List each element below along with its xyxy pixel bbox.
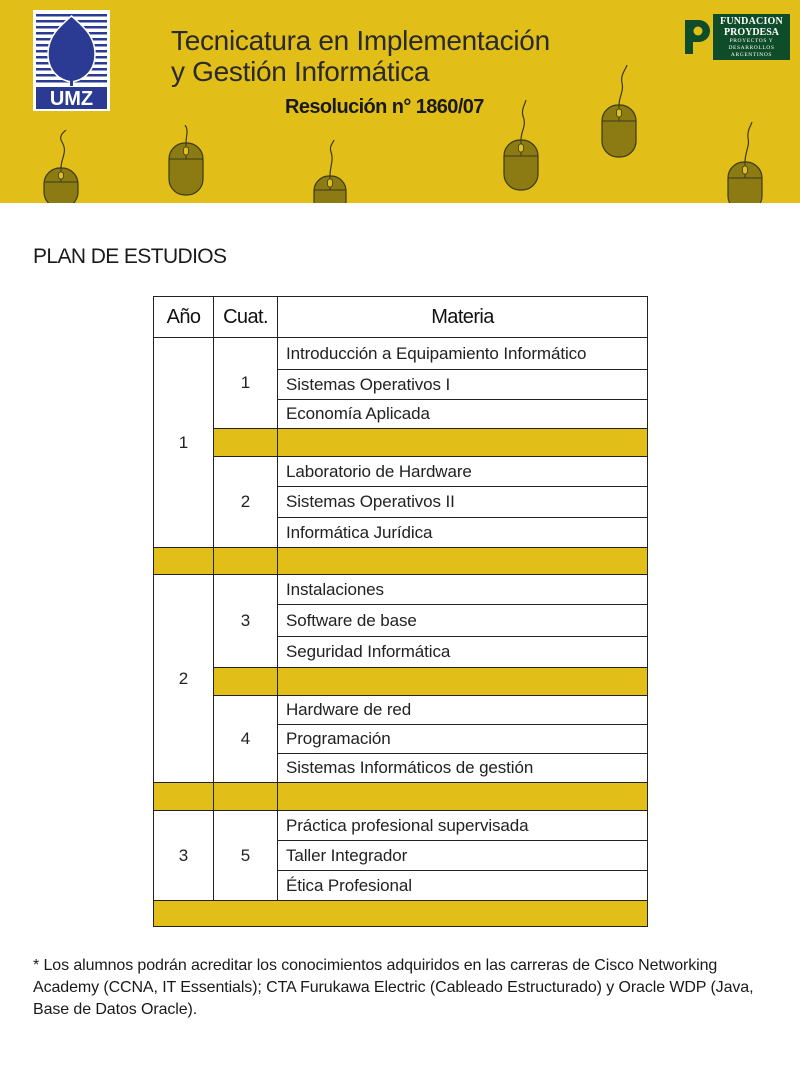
umz-logo-icon — [33, 10, 110, 111]
header-banner — [0, 0, 800, 203]
term-cell: 1 — [214, 338, 278, 429]
subject-cell: Ética Profesional — [278, 871, 648, 901]
term-cell: 4 — [214, 696, 278, 783]
term-cell: 2 — [214, 457, 278, 548]
separator-row — [154, 429, 648, 457]
separator-cell — [154, 548, 214, 575]
separator-cell — [214, 429, 278, 457]
umz-logo-text: UMZ — [49, 88, 94, 110]
table-row — [154, 457, 648, 487]
subject-cell: Sistemas Informáticos de gestión — [278, 754, 648, 783]
subject-cell: Sistemas Operativos II — [278, 487, 648, 518]
computer-mouse-icon — [38, 130, 84, 203]
computer-mouse-icon — [307, 140, 353, 203]
table-row — [154, 696, 648, 725]
separator-row — [154, 783, 648, 811]
proydesa-line2: PROYDESA — [723, 27, 779, 38]
subject-cell: Seguridad Informática — [278, 637, 648, 668]
subject-cell: Taller Integrador — [278, 841, 648, 871]
separator-cell — [278, 548, 648, 575]
year-cell: 2 — [154, 575, 214, 783]
title-line-2: y Gestión Informática — [171, 56, 430, 87]
page-title — [171, 25, 550, 87]
table-row — [154, 575, 648, 605]
table-row — [154, 338, 648, 370]
proydesa-line5: ARGENTINOS — [730, 52, 773, 58]
subject-cell: Economía Aplicada — [278, 400, 648, 429]
year-cell: 3 — [154, 811, 214, 901]
term-cell: 3 — [214, 575, 278, 668]
subject-cell: Programación — [278, 725, 648, 754]
subject-cell: Sistemas Operativos I — [278, 370, 648, 400]
proydesa-line3: PROYECTOS Y — [729, 38, 774, 44]
title-line-1: Tecnicatura en Implementación — [171, 25, 550, 56]
separator-cell — [278, 668, 648, 696]
separator-row — [154, 901, 648, 927]
subject-cell: Introducción a Equipamiento Informático — [278, 338, 648, 370]
subject-cell: Informática Jurídica — [278, 518, 648, 548]
separator-cell — [278, 429, 648, 457]
proydesa-mark-icon — [681, 14, 711, 60]
study-plan-table — [153, 296, 648, 927]
subject-cell: Laboratorio de Hardware — [278, 457, 648, 487]
computer-mouse-icon — [163, 125, 209, 200]
computer-mouse-icon — [596, 65, 642, 160]
year-cell: 1 — [154, 338, 214, 548]
proydesa-logo — [681, 14, 790, 60]
umz-logo — [33, 10, 110, 111]
computer-mouse-icon — [497, 100, 543, 195]
separator-cell — [214, 668, 278, 696]
column-header-term: Cuat. — [214, 297, 278, 338]
separator-cell — [154, 901, 648, 927]
subject-cell: Hardware de red — [278, 696, 648, 725]
subject-cell: Software de base — [278, 605, 648, 637]
separator-cell — [278, 783, 648, 811]
column-header-year: Año — [154, 297, 214, 338]
subject-cell: Instalaciones — [278, 575, 648, 605]
table-row — [154, 811, 648, 841]
computer-mouse-icon — [722, 122, 768, 203]
separator-cell — [154, 783, 214, 811]
separator-row — [154, 548, 648, 575]
proydesa-wordmark — [713, 14, 790, 60]
column-header-subject: Materia — [278, 297, 648, 338]
separator-row — [154, 668, 648, 696]
resolution-label: Resolución n° 1860/07 — [285, 96, 484, 118]
separator-cell — [214, 548, 278, 575]
footnote: * Los alumnos podrán acreditar los conocimientos adquiridos en las carreras de Cisco Networking Academy (CCNA, IT Essentials); CTA Furukawa Electric (Cableado Estructurado) y Oracle WDP (Java, Base de Datos Oracle). — [33, 957, 754, 1018]
proydesa-line1: FUNDACION — [720, 16, 783, 27]
section-title: PLAN DE ESTUDIOS — [33, 245, 227, 268]
proydesa-line4: DESARROLLOS — [728, 45, 775, 51]
subject-cell: Práctica profesional supervisada — [278, 811, 648, 841]
term-cell: 5 — [214, 811, 278, 901]
separator-cell — [214, 783, 278, 811]
table-header-row — [154, 297, 648, 338]
